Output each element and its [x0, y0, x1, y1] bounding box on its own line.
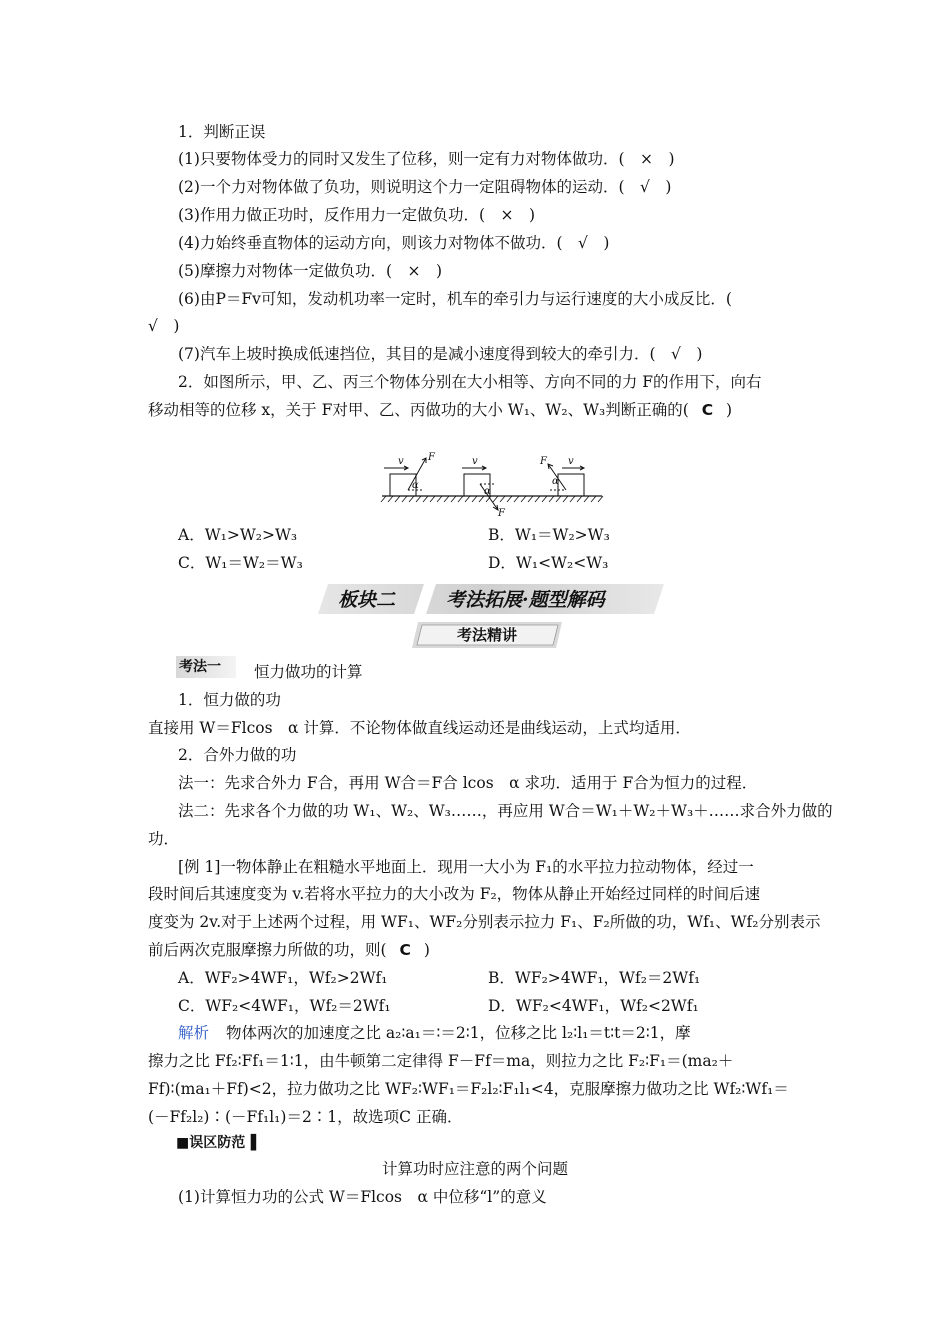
q1-item-1: (1)只要物体受力的同时又发生了位移，则一定有力对物体做功．( × ) — [178, 150, 675, 168]
example-option-b: B．WF₂>4WF₁，Wf₂＝2Wf₁ — [488, 969, 701, 987]
method-line-4: 法一：先求合外力 F合，再用 W合＝F合 lcos α 求功．适用于 F合为恒力的过程． — [178, 774, 758, 792]
fig-f-2: F — [498, 508, 505, 518]
example-line-4 — [148, 939, 430, 961]
section-subbanner — [412, 622, 562, 648]
q1-item-2: (2)一个力对物体做了负功，则说明这个力一定阻碍物体的运动．( √ ) — [178, 178, 672, 196]
q2-option-b: B．W₁＝W₂>W₃ — [488, 526, 610, 544]
method-title: 恒力做功的计算 — [254, 663, 363, 681]
q2-line-1: 2．如图所示，甲、乙、丙三个物体分别在大小相等、方向不同的力 F的作用下，向右 — [178, 373, 762, 391]
analysis-line-3: Ff)∶(ma₁＋Ff)<2，拉力做功之比 WF₂∶WF₁＝F₂l₂∶F₁l₁<4，克服摩擦力做功之比 Wf₂∶Wf₁＝ — [148, 1080, 789, 1098]
q1-item-6-cont: √ ) — [148, 317, 180, 335]
warning-line-1: (1)计算恒力功的公式 W＝Flcos α 中位移“l”的意义 — [178, 1188, 547, 1206]
analysis-label: 解析 — [178, 1024, 210, 1042]
method-line-3: 2．合外力做的功 — [178, 746, 297, 764]
fig-angle-1: α — [412, 480, 419, 491]
method-line-5: 法二：先求各个力做的功 W₁、W₂、W₃……，再应用 W合＝W₁＋W₂＋W₃＋……求合外力做的 — [178, 802, 833, 820]
example-option-a: A．WF₂>4WF₁，Wf₂>2Wf₁ — [178, 969, 388, 987]
subbanner-title: 考法精讲 — [456, 626, 518, 644]
q1-item-7: (7)汽车上坡时换成低速挡位，其目的是减小速度得到较大的牵引力．( √ ) — [178, 345, 703, 363]
fig-f-3: F — [540, 456, 547, 467]
example-line-2: 段时间后其速度变为 v.若将水平拉力的大小改为 F₂，物体从静止开始经过同样的时间后速 — [148, 885, 761, 903]
warning-title: 计算功时应注意的两个问题 — [381, 1160, 568, 1178]
banner-subtitle: 考法拓展·题型解码 — [446, 589, 605, 611]
example-option-d: D．WF₂<4WF₁，Wf₂<2Wf₁ — [488, 997, 699, 1015]
method-line-6: 功． — [148, 830, 180, 848]
q2-question-text: 移动相等的位移 x，关于 F对甲、乙、丙做功的大小 W₁、W₂、W₃判断正确的( — [148, 401, 689, 419]
analysis-line-1 — [178, 1022, 691, 1044]
q1-title: 1．判断正误 — [178, 123, 266, 141]
q2-option-d: D．W₁<W₂<W₃ — [488, 554, 609, 572]
fig-angle-2: α — [484, 486, 491, 497]
q1-item-3: (3)作用力做正功时，反作用力一定做负功．( × ) — [178, 206, 536, 224]
q1-item-4: (4)力始终垂直物体的运动方向，则该力对物体不做功．( √ ) — [178, 234, 610, 252]
q1-item-5: (5)摩擦力对物体一定做负功．( × ) — [178, 262, 443, 280]
analysis-line-2: 擦力之比 Ff₂∶Ff₁＝1∶1，由牛顿第二定律得 F－Ff＝ma，则拉力之比 F₂∶F₁＝(ma₂＋ — [148, 1052, 734, 1070]
q1-item-6: (6)由P＝Fv可知，发动机功率一定时，机车的牵引力与运行速度的大小成反比．( — [178, 290, 732, 308]
method-line-2: 直接用 W＝Flcos α 计算．不论物体做直线运动还是曲线运动，上式均适用． — [148, 719, 691, 737]
fig-f-1: F — [428, 452, 435, 463]
q2-line-2 — [148, 399, 732, 421]
q2-option-a: A．W₁>W₂>W₃ — [178, 526, 298, 544]
q2-close: ) — [726, 401, 733, 419]
fig-angle-3: α — [552, 476, 559, 487]
force-diagram — [380, 450, 606, 518]
example-option-c: C．WF₂<4WF₁，Wf₂＝2Wf₁ — [178, 997, 391, 1015]
q2-option-c: C．W₁＝W₂＝W₃ — [178, 554, 303, 572]
banner-title: 板块二 — [338, 589, 396, 611]
example-close: ) — [423, 941, 430, 959]
fig-v-3: v — [568, 456, 574, 467]
warning-tag: ■误区防范▐ — [176, 1135, 256, 1151]
method-line-1: 1．恒力做的功 — [178, 691, 281, 709]
example-line-3: 度变为 2v.对于上述两个过程，用 WF₁、WF₂分别表示拉力 F₁、F₂所做的功，Wf₁、Wf₂分别表示 — [148, 913, 821, 931]
fig-v-2: v — [472, 456, 478, 467]
block-3 — [558, 474, 584, 496]
section-banner — [318, 584, 664, 614]
analysis-line-4: (－Ff₂l₂)∶(－Ff₁l₁)＝2∶1，故选项C 正确． — [148, 1108, 463, 1126]
analysis-text-1: 物体两次的加速度之比 a₂∶a₁＝∶＝2∶1，位移之比 l₂∶l₁＝t∶t＝2∶1，摩 — [225, 1024, 691, 1042]
method-tag: 考法一 — [179, 659, 221, 675]
example-answer: C — [399, 941, 411, 959]
fig-v-1: v — [398, 456, 404, 467]
q2-answer: C — [701, 401, 714, 419]
example-question-end: 前后两次克服摩擦力所做的功，则( — [148, 941, 387, 959]
example-line-1: [例 1]一物体静止在粗糙水平地面上．现用一大小为 F₁的水平拉力拉动物体，经过一 — [178, 858, 754, 876]
